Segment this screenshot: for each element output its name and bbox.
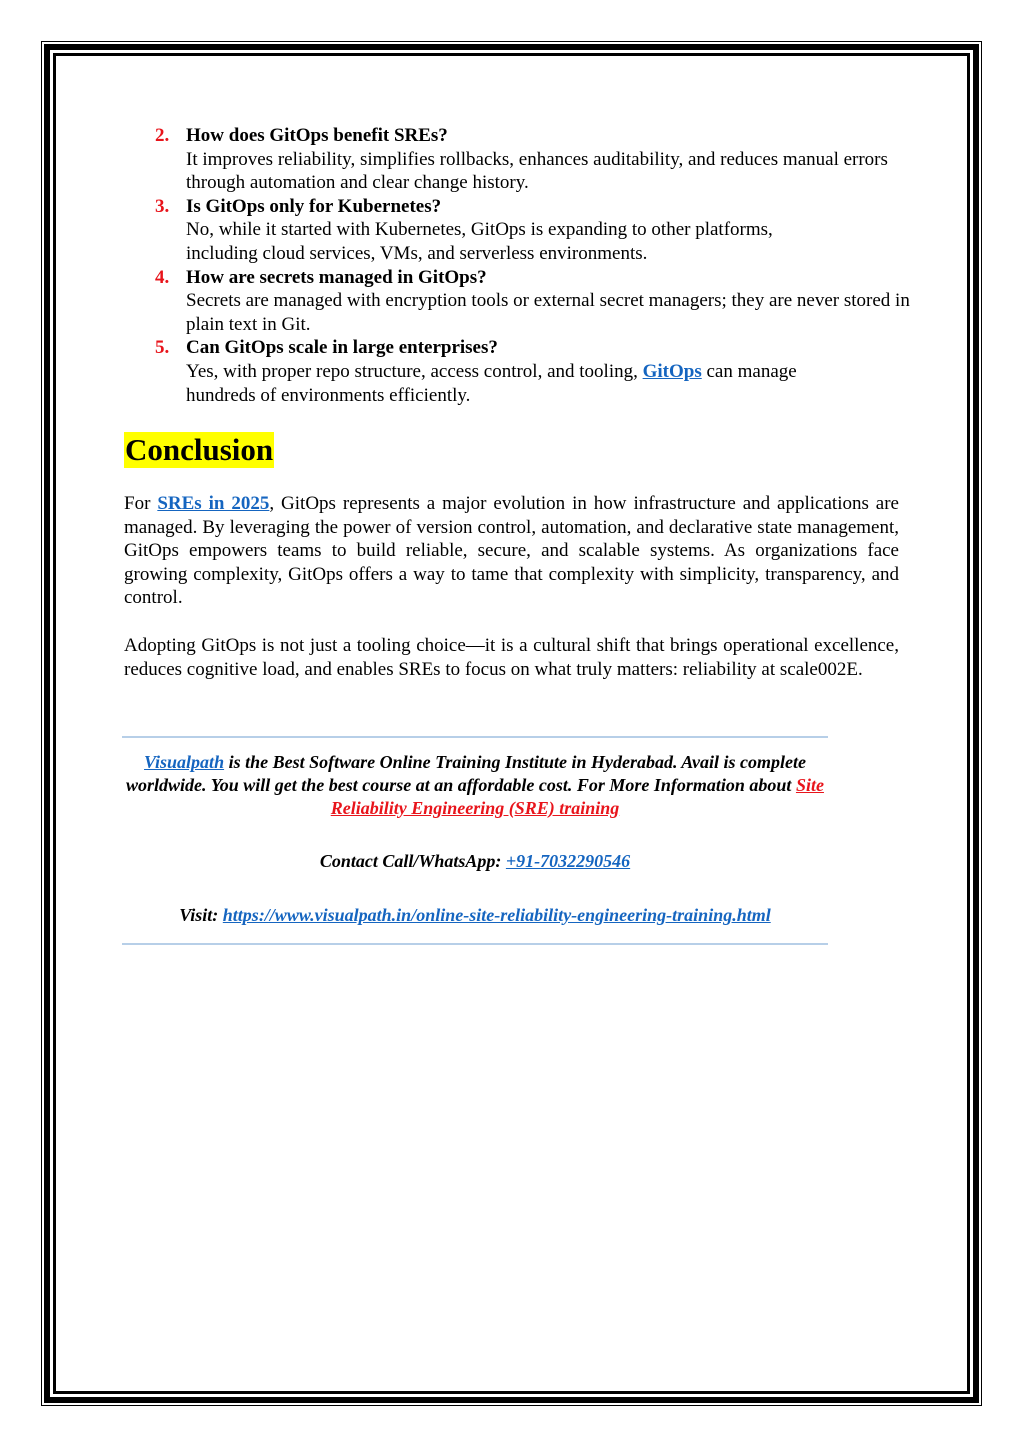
divider: [122, 736, 828, 738]
faq-item: [155, 266, 915, 337]
faq-question: How are secrets managed in GitOps?: [186, 266, 487, 288]
item-number: 5.: [155, 337, 170, 359]
faq-item: [155, 195, 915, 266]
faq-answer: [186, 360, 866, 407]
faq-list: [155, 124, 915, 407]
faq-question: Is GitOps only for Kubernetes?: [186, 195, 442, 217]
promo-body: is the Best Software Online Training Institute in Hyderabad. Avail is complete worldwide. You will get the best course at an affordable cost. For More Information about: [126, 752, 806, 795]
faq-item: [155, 124, 915, 195]
promo-text: [122, 751, 828, 820]
conclusion-paragraph-1: [124, 492, 899, 610]
faq-item: [155, 336, 915, 407]
website-link[interactable]: https://www.visualpath.in/online-site-reliability-engineering-training.html: [222, 905, 771, 925]
conclusion-paragraph-2: Adopting GitOps is not just a tooling choice—it is a cultural shift that brings operational excellence, reduces cognitive load, and enables SREs to focus on what truly matters: reliability at scale002E.: [124, 635, 899, 680]
divider: [122, 943, 828, 945]
paragraph-text: , GitOps represents a major evolution in how infrastructure and applications are managed. By leveraging the power of version control, automation, and declarative state management, GitOps empowers teams to build reliable, secure, and scalable systems. As organizations face growing complexity, GitOps offers a way to tame that complexity with simplicity, transparency, and control.: [124, 493, 899, 609]
contact-line: [122, 850, 828, 873]
faq-answer: No, while it started with Kubernetes, GitOps is expanding to other platforms, including cloud services, VMs, and serverless environments.: [186, 219, 773, 264]
visit-label: Visit:: [179, 905, 223, 925]
sre-training-link[interactable]: Site Reliability Engineering (SRE) training: [330, 775, 824, 818]
item-number: 3.: [155, 195, 170, 217]
visualpath-link[interactable]: Visualpath: [144, 752, 225, 772]
item-number: 4.: [155, 266, 170, 288]
paragraph-text: For: [124, 493, 158, 514]
conclusion-heading: Conclusion: [125, 432, 274, 467]
contact-label: Contact Call/WhatsApp:: [319, 851, 506, 871]
gitops-link[interactable]: GitOps: [642, 360, 702, 382]
answer-text: can manage hundreds of environments efficiently.: [186, 360, 797, 406]
sres-2025-link[interactable]: SREs in 2025: [157, 493, 270, 514]
phone-link[interactable]: +91-7032290546: [505, 851, 631, 871]
faq-answer: It improves reliability, simplifies rollbacks, enhances auditability, and reduces manual errors through automation and clear change history.: [186, 148, 888, 194]
faq-question: How does GitOps benefit SREs?: [186, 125, 448, 146]
faq-question: Can GitOps scale in large enterprises?: [186, 337, 498, 359]
faq-answer: Secrets are managed with encryption tools or external secret managers; they are never stored in plain text in Git.: [186, 290, 910, 335]
visit-line: [122, 904, 828, 927]
item-number: 2.: [155, 125, 170, 146]
answer-text: Yes, with proper repo structure, access control, and tooling,: [186, 360, 643, 382]
